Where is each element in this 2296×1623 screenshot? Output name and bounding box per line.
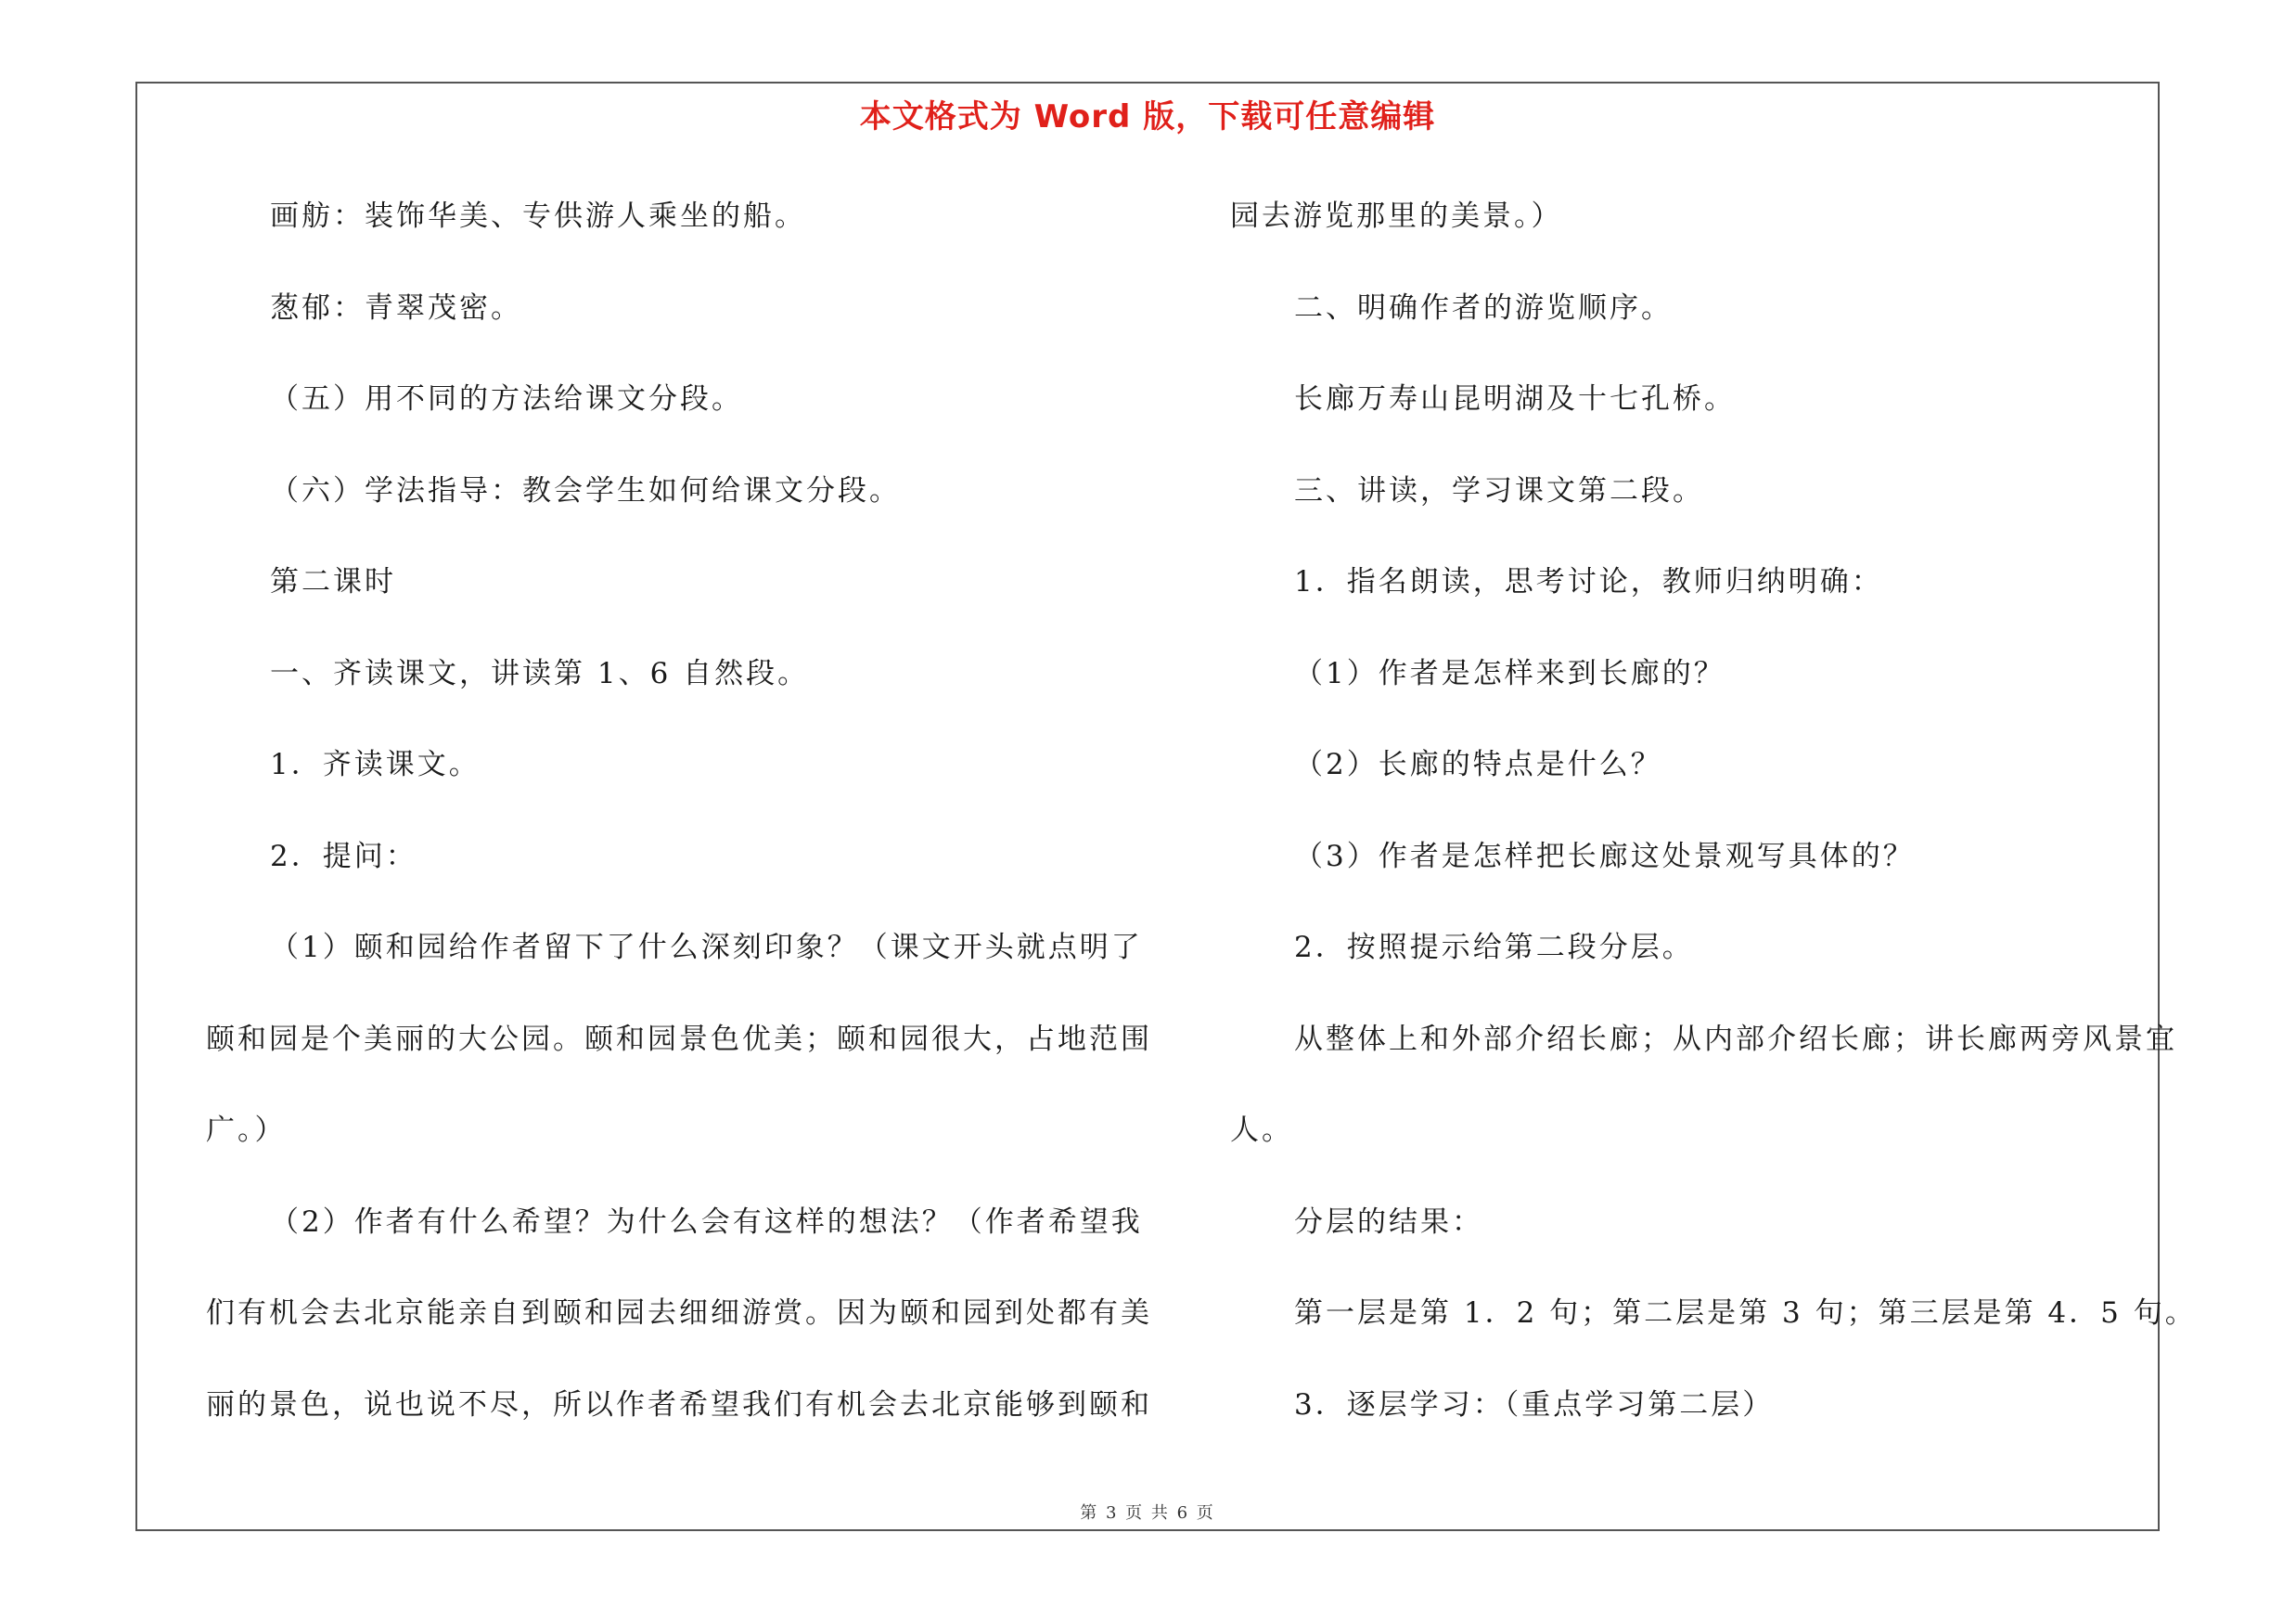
page-frame (135, 82, 2197, 1531)
right-paragraph-line: 1．指名朗读，思考讨论，教师归纳明确： (1294, 565, 1883, 599)
right-paragraph-line: 第一层是第 1．2 句；第二层是第 3 句；第三层是第 4．5 句。 (1294, 1296, 2197, 1330)
left-paragraph-line: 颐和园是个美丽的大公园。颐和园景色优美；颐和园很大，占地范围 (206, 1022, 1152, 1056)
right-paragraph-line: （1）作者是怎样来到长廊的？ (1294, 656, 1725, 690)
right-paragraph-line: 2．按照提示给第二段分层。 (1294, 931, 1694, 964)
left-paragraph-line: （六）学法指导：教会学生如何给课文分段。 (270, 473, 901, 508)
left-paragraph-line: 2．提问： (270, 839, 417, 873)
left-paragraph-line: 第二课时 (270, 565, 396, 599)
left-paragraph-line: 广。） (206, 1114, 287, 1147)
right-paragraph-line: 三、讲读，学习课文第二段。 (1294, 473, 1704, 508)
left-paragraph-line: 画舫：装饰华美、专供游人乘坐的船。 (270, 200, 806, 233)
right-paragraph-line: 分层的结果： (1294, 1204, 1483, 1239)
page-number-footer: 第 3 页 共 6 页 (1080, 1503, 1215, 1523)
left-paragraph-line: （1）颐和园给作者留下了什么深刻印象？（课文开头就点明了 (270, 931, 1143, 964)
right-paragraph-line: 人。 (1230, 1114, 1293, 1147)
right-paragraph-line: （3）作者是怎样把长廊这处景观写具体的？ (1294, 839, 1915, 873)
left-paragraph-line: 葱郁：青翠茂密。 (270, 290, 522, 325)
left-paragraph-line: （五）用不同的方法给课文分段。 (270, 382, 743, 416)
right-paragraph-line: 二、明确作者的游览顺序。 (1294, 290, 1673, 325)
left-paragraph-line: 们有机会去北京能亲自到颐和园去细细游赏。因为颐和园到处都有美 (206, 1296, 1152, 1330)
right-paragraph-line: （2）长廊的特点是什么？ (1294, 748, 1662, 781)
right-paragraph-line: 3．逐层学习：（重点学习第二层） (1294, 1387, 1775, 1422)
right-paragraph-line: 从整体上和外部介绍长廊；从内部介绍长廊；讲长廊两旁风景宜 (1294, 1022, 2177, 1056)
right-paragraph-line: 长廊万寿山昆明湖及十七孔桥。 (1294, 382, 1736, 416)
left-paragraph-line: 丽的景色，说也说不尽，所以作者希望我们有机会去北京能够到颐和 (206, 1387, 1152, 1422)
left-paragraph-line: （2）作者有什么希望？为什么会有这样的想法？（作者希望我 (270, 1204, 1143, 1239)
left-paragraph-line: 1．齐读课文。 (270, 748, 481, 781)
right-paragraph-line: 园去游览那里的美景。） (1230, 200, 1563, 233)
header-banner: 本文格式为 Word 版，下载可任意编辑 (859, 98, 1436, 135)
left-paragraph-line: 一、齐读课文，讲读第 1、6 自然段。 (270, 656, 810, 690)
